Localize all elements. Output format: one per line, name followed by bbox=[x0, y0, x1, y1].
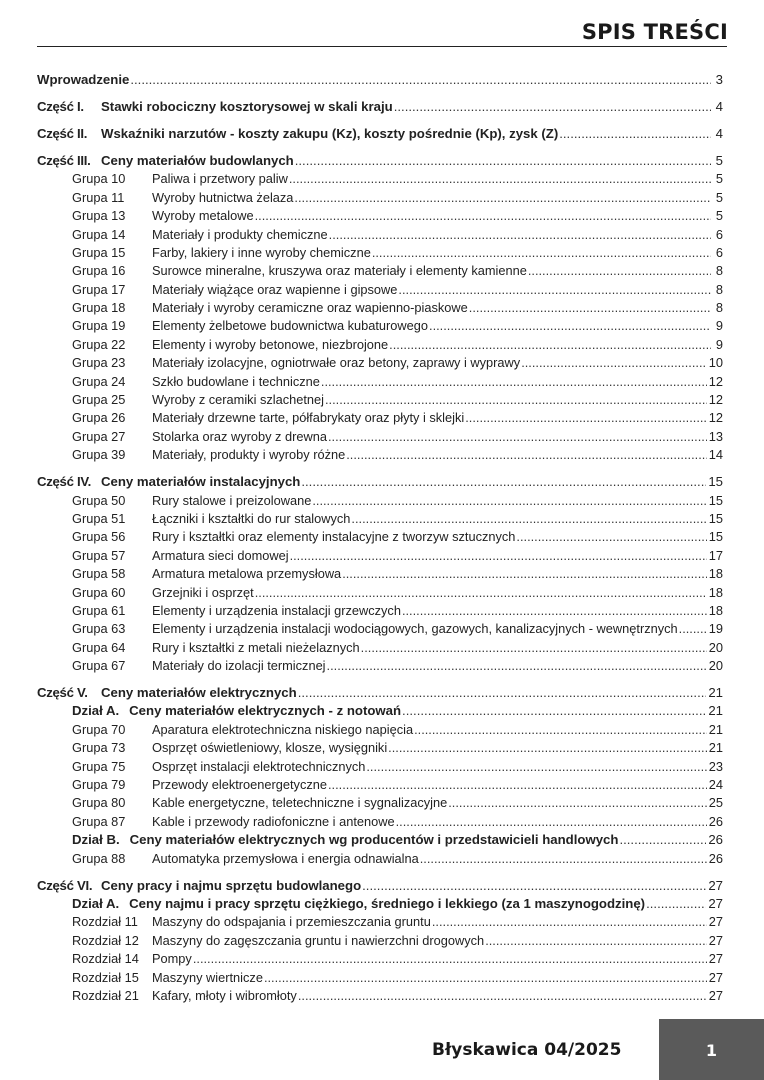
toc-entry-title: Ceny materiałów elektrycznych - z notowań bbox=[129, 703, 402, 719]
toc-entry-group[interactable] bbox=[37, 336, 723, 354]
toc-entry-page: 25 bbox=[708, 795, 723, 811]
dot-leader bbox=[328, 776, 707, 794]
toc-entry-title: Armatura sieci domowej bbox=[152, 547, 289, 563]
toc-entry-label: Grupa 51 bbox=[72, 510, 126, 526]
toc-entry-label: Grupa 63 bbox=[72, 621, 126, 637]
table-of-contents bbox=[37, 71, 723, 1005]
toc-entry-group[interactable] bbox=[37, 189, 723, 207]
dot-leader bbox=[329, 226, 711, 244]
toc-entry-group[interactable] bbox=[37, 510, 723, 528]
toc-entry-label: Grupa 15 bbox=[72, 244, 126, 260]
toc-entry-title: Stawki robociczny kosztorysowej w skali kraju bbox=[101, 98, 393, 114]
toc-entry-label: Dział A. bbox=[72, 703, 120, 719]
dot-leader bbox=[327, 657, 707, 675]
toc-entry-page: 27 bbox=[708, 951, 723, 967]
dot-leader bbox=[295, 152, 711, 170]
toc-entry-title: Wyroby metalowe bbox=[152, 208, 254, 224]
toc-entry-title: Wskaźniki narzutów - koszty zakupu (Kz), koszty pośrednie (Kp), zysk (Z) bbox=[101, 125, 559, 141]
toc-entry-page: 3 bbox=[715, 72, 723, 87]
toc-entry-label: Grupa 50 bbox=[72, 492, 126, 508]
toc-entry-title: Elementy i wyroby betonowe, niezbrojone bbox=[152, 336, 389, 352]
toc-entry-label: Grupa 73 bbox=[72, 740, 126, 756]
toc-entry-group[interactable] bbox=[37, 492, 723, 510]
toc-entry-label: Grupa 19 bbox=[72, 318, 126, 334]
toc-entry-title: Szkło budowlane i techniczne bbox=[152, 373, 320, 389]
toc-entry-label: Grupa 79 bbox=[72, 777, 126, 793]
toc-entry-title: Kafary, młoty i wibromłoty bbox=[152, 987, 297, 1003]
toc-entry-group[interactable] bbox=[37, 850, 723, 868]
dot-leader bbox=[298, 987, 707, 1005]
dot-leader bbox=[429, 317, 711, 335]
toc-entry-group[interactable] bbox=[37, 932, 723, 950]
toc-entry-label: Grupa 87 bbox=[72, 813, 126, 829]
dot-leader bbox=[389, 336, 711, 354]
toc-entry-page: 8 bbox=[715, 263, 723, 279]
dot-leader bbox=[255, 584, 707, 602]
toc-entry-group[interactable] bbox=[37, 281, 723, 299]
toc-entry-title: Rury stalowe i preizolowane bbox=[152, 492, 312, 508]
toc-entry-group[interactable] bbox=[37, 446, 723, 464]
toc-entry-label: Część V. bbox=[37, 685, 88, 701]
toc-entry-label: Grupa 10 bbox=[72, 171, 126, 187]
toc-entry-label: Grupa 56 bbox=[72, 529, 126, 545]
toc-entry-group[interactable] bbox=[37, 354, 723, 372]
toc-entry-page: 6 bbox=[715, 244, 723, 260]
toc-entry-page: 8 bbox=[715, 281, 723, 297]
toc-entry-group[interactable] bbox=[37, 207, 723, 225]
toc-entry-label: Grupa 18 bbox=[72, 300, 126, 316]
dot-leader bbox=[402, 602, 707, 620]
toc-entry-group[interactable] bbox=[37, 950, 723, 968]
toc-entry-label: Grupa 88 bbox=[72, 850, 126, 866]
toc-entry-page: 23 bbox=[708, 758, 723, 774]
toc-entry-label: Grupa 64 bbox=[72, 639, 126, 655]
toc-entry-page: 10 bbox=[708, 355, 723, 371]
toc-entry-label: Grupa 27 bbox=[72, 428, 126, 444]
dot-leader bbox=[289, 170, 711, 188]
toc-entry-page: 5 bbox=[715, 171, 723, 187]
toc-entry-title: Ceny materiałów instalacyjnych bbox=[101, 474, 301, 490]
toc-entry-group[interactable] bbox=[37, 317, 723, 335]
toc-entry-page: 26 bbox=[708, 850, 723, 866]
toc-entry-group[interactable] bbox=[37, 244, 723, 262]
toc-entry-title: Surowce mineralne, kruszywa oraz materiały i elementy kamienne bbox=[152, 263, 527, 279]
toc-entry-label: Grupa 14 bbox=[72, 226, 126, 242]
dot-leader bbox=[432, 913, 707, 931]
toc-entry-label: Część VI. bbox=[37, 877, 93, 893]
dot-leader bbox=[465, 409, 707, 427]
dot-leader bbox=[398, 281, 711, 299]
toc-entry-group[interactable] bbox=[37, 262, 723, 280]
toc-entry-label: Grupa 57 bbox=[72, 547, 126, 563]
toc-entry-page: 26 bbox=[708, 832, 723, 848]
toc-entry-page: 13 bbox=[708, 428, 723, 444]
dot-leader bbox=[396, 813, 707, 831]
toc-entry-dzial[interactable] bbox=[37, 831, 723, 849]
toc-entry-group[interactable] bbox=[37, 391, 723, 409]
toc-entry-page: 27 bbox=[708, 932, 723, 948]
toc-entry-label: Dział B. bbox=[72, 832, 120, 848]
toc-entry-title: Paliwa i przetwory paliw bbox=[152, 171, 288, 187]
toc-entry-page: 27 bbox=[708, 969, 723, 985]
toc-entry-label: Grupa 13 bbox=[72, 208, 126, 224]
toc-entry-label: Część I. bbox=[37, 98, 84, 114]
toc-entry-label: Część IV. bbox=[37, 474, 91, 490]
toc-entry-label: Grupa 75 bbox=[72, 758, 126, 774]
toc-entry-title: Wprowadzenie bbox=[37, 72, 130, 87]
toc-entry-label: Grupa 17 bbox=[72, 281, 126, 297]
toc-entry-part[interactable] bbox=[37, 473, 723, 491]
dot-leader bbox=[301, 473, 706, 491]
toc-entry-page: 17 bbox=[708, 547, 723, 563]
toc-entry-part[interactable] bbox=[37, 152, 723, 170]
toc-entry-group[interactable] bbox=[37, 639, 723, 657]
dot-leader bbox=[298, 684, 707, 702]
toc-entry-group[interactable] bbox=[37, 969, 723, 987]
dot-leader bbox=[328, 428, 707, 446]
toc-entry-page: 18 bbox=[708, 566, 723, 582]
dot-leader bbox=[193, 950, 707, 968]
toc-entry-part[interactable] bbox=[37, 877, 723, 895]
toc-entry-page: 27 bbox=[708, 877, 723, 893]
toc-entry-part[interactable] bbox=[37, 684, 723, 702]
toc-entry-title: Elementy i urządzenia instalacji wodociągowych, gazowych, kanalizacyjnych - wewnętrznych bbox=[152, 621, 678, 637]
toc-entry-group[interactable] bbox=[37, 913, 723, 931]
toc-entry-dzial[interactable] bbox=[37, 895, 723, 913]
toc-entry-title: Materiały wiążące oraz wapienne i gipsowe bbox=[152, 281, 398, 297]
toc-entry-title: Elementy i urządzenia instalacji grzewczych bbox=[152, 602, 401, 618]
dot-leader bbox=[312, 492, 706, 510]
toc-entry-page: 27 bbox=[708, 987, 723, 1003]
toc-entry-label: Rozdział 15 bbox=[72, 969, 139, 985]
toc-entry-page: 27 bbox=[708, 895, 723, 911]
dot-leader bbox=[420, 850, 707, 868]
toc-entry-group[interactable] bbox=[37, 758, 723, 776]
toc-entry-group[interactable] bbox=[37, 584, 723, 602]
dot-leader bbox=[255, 207, 711, 225]
dot-leader bbox=[516, 528, 706, 546]
dot-leader bbox=[646, 895, 706, 913]
toc-entry-title: Stolarka oraz wyroby z drewna bbox=[152, 428, 327, 444]
toc-entry-title: Materiały do izolacji termicznej bbox=[152, 658, 326, 674]
toc-entry-label: Grupa 67 bbox=[72, 658, 126, 674]
toc-entry-label: Rozdział 14 bbox=[72, 951, 139, 967]
toc-entry-label: Grupa 60 bbox=[72, 584, 126, 600]
toc-entry-page: 20 bbox=[708, 639, 723, 655]
toc-entry-title: Maszyny do zagęszczania gruntu i nawierzchni drogowych bbox=[152, 932, 485, 948]
toc-entry-page: 24 bbox=[708, 777, 723, 793]
toc-entry-title: Wyroby hutnictwa żelaza bbox=[152, 189, 294, 205]
dot-leader bbox=[559, 125, 711, 143]
page-number-tab bbox=[659, 1019, 764, 1080]
toc-entry-label: Część III. bbox=[37, 152, 91, 168]
toc-entry-page: 26 bbox=[708, 813, 723, 829]
toc-entry-page: 4 bbox=[715, 125, 723, 141]
toc-entry-title: Armatura metalowa przemysłowa bbox=[152, 566, 342, 582]
dot-leader bbox=[346, 446, 707, 464]
toc-entry-page: 5 bbox=[715, 208, 723, 224]
dot-leader bbox=[402, 702, 706, 720]
toc-entry-group[interactable] bbox=[37, 565, 723, 583]
toc-entry-group[interactable] bbox=[37, 602, 723, 620]
toc-entry-label: Grupa 80 bbox=[72, 795, 126, 811]
toc-entry-page: 15 bbox=[708, 492, 723, 508]
toc-entry-group[interactable] bbox=[37, 620, 723, 638]
toc-entry-title: Przewody elektroenergetyczne bbox=[152, 777, 327, 793]
toc-entry-group[interactable] bbox=[37, 739, 723, 757]
toc-entry-title: Rury i kształtki oraz elementy instalacyjne z tworzyw sztucznych bbox=[152, 529, 516, 545]
dot-leader bbox=[362, 877, 706, 895]
toc-entry-title: Elementy żelbetowe budownictwa kubaturowego bbox=[152, 318, 429, 334]
toc-entry-title: Maszyny wiertnicze bbox=[152, 969, 263, 985]
toc-entry-group[interactable] bbox=[37, 721, 723, 739]
toc-entry-intro[interactable] bbox=[37, 71, 723, 89]
dot-leader bbox=[469, 299, 711, 317]
dot-leader bbox=[372, 244, 711, 262]
toc-entry-group[interactable] bbox=[37, 409, 723, 427]
toc-entry-title: Rury i kształtki z metali nieżelaznych bbox=[152, 639, 360, 655]
toc-entry-title: Materiały i wyroby ceramiczne oraz wapienno-piaskowe bbox=[152, 300, 468, 316]
dot-leader bbox=[394, 98, 711, 116]
toc-entry-page: 18 bbox=[708, 602, 723, 618]
toc-entry-page: 27 bbox=[708, 914, 723, 930]
toc-entry-part[interactable] bbox=[37, 125, 723, 143]
toc-entry-title: Materiały izolacyjne, ogniotrwałe oraz betony, zaprawy i wyprawy bbox=[152, 355, 521, 371]
toc-entry-page: 19 bbox=[708, 621, 723, 637]
toc-entry-page: 9 bbox=[715, 336, 723, 352]
toc-entry-group[interactable] bbox=[37, 813, 723, 831]
toc-entry-title: Osprzęt instalacji elektrotechnicznych bbox=[152, 758, 366, 774]
toc-entry-label: Grupa 22 bbox=[72, 336, 126, 352]
dot-leader bbox=[528, 262, 711, 280]
dot-leader bbox=[290, 547, 707, 565]
toc-entry-group[interactable] bbox=[37, 428, 723, 446]
toc-entry-label: Rozdział 11 bbox=[72, 914, 138, 930]
toc-entry-group[interactable] bbox=[37, 226, 723, 244]
dot-leader bbox=[342, 565, 707, 583]
dot-leader bbox=[361, 639, 707, 657]
page-title: SPIS TREŚCI bbox=[581, 20, 728, 44]
page-number: 1 bbox=[705, 1041, 718, 1060]
toc-entry-title: Pompy bbox=[152, 951, 192, 967]
toc-entry-title: Ceny najmu i pracy sprzętu ciężkiego, średniego i lekkiego (za 1 maszynogodzinę) bbox=[129, 895, 646, 911]
toc-entry-title: Automatyka przemysłowa i energia odnawialna bbox=[152, 850, 419, 866]
toc-entry-title: Materiały, produkty i wyroby różne bbox=[152, 447, 346, 463]
dot-leader bbox=[485, 932, 707, 950]
toc-entry-label: Grupa 26 bbox=[72, 410, 126, 426]
toc-entry-label: Grupa 23 bbox=[72, 355, 126, 371]
dot-leader bbox=[294, 189, 711, 207]
toc-entry-page: 5 bbox=[715, 189, 723, 205]
toc-entry-page: 21 bbox=[708, 740, 723, 756]
toc-entry-page: 8 bbox=[715, 300, 723, 316]
toc-entry-group[interactable] bbox=[37, 657, 723, 675]
toc-entry-page: 12 bbox=[708, 410, 723, 426]
dot-leader bbox=[388, 739, 707, 757]
toc-entry-label: Grupa 24 bbox=[72, 373, 126, 389]
toc-entry-group[interactable] bbox=[37, 373, 723, 391]
toc-entry-title: Aparatura elektrotechniczna niskiego napięcia bbox=[152, 721, 414, 737]
dot-leader bbox=[414, 721, 707, 739]
toc-entry-title: Materiały drzewne tarte, półfabrykaty oraz płyty i sklejki bbox=[152, 410, 465, 426]
toc-entry-page: 20 bbox=[708, 658, 723, 674]
toc-entry-label: Grupa 58 bbox=[72, 566, 126, 582]
toc-entry-group[interactable] bbox=[37, 170, 723, 188]
dot-leader bbox=[325, 391, 707, 409]
dot-leader bbox=[321, 373, 707, 391]
toc-entry-dzial[interactable] bbox=[37, 702, 723, 720]
toc-entry-page: 4 bbox=[715, 98, 723, 114]
toc-entry-title: Kable i przewody radiofoniczne i antenowe bbox=[152, 813, 395, 829]
toc-entry-title: Ceny pracy i najmu sprzętu budowlanego bbox=[101, 877, 362, 893]
toc-entry-label: Część II. bbox=[37, 125, 88, 141]
toc-entry-title: Kable energetyczne, teletechniczne i sygnalizacyjne bbox=[152, 795, 448, 811]
toc-entry-page: 15 bbox=[708, 510, 723, 526]
toc-entry-page: 9 bbox=[715, 318, 723, 334]
toc-entry-group[interactable] bbox=[37, 547, 723, 565]
toc-entry-title: Ceny materiałów budowlanych bbox=[101, 152, 294, 168]
toc-entry-title: Wyroby z ceramiki szlachetnej bbox=[152, 392, 324, 408]
dot-leader bbox=[448, 794, 707, 812]
toc-entry-part[interactable] bbox=[37, 98, 723, 116]
dot-leader bbox=[264, 969, 707, 987]
toc-entry-page: 21 bbox=[708, 703, 723, 719]
dot-leader bbox=[521, 354, 707, 372]
toc-entry-page: 12 bbox=[708, 392, 723, 408]
toc-entry-page: 15 bbox=[708, 529, 723, 545]
toc-entry-title: Grzejniki i osprzęt bbox=[152, 584, 254, 600]
toc-entry-group[interactable] bbox=[37, 776, 723, 794]
dot-leader bbox=[619, 831, 706, 849]
dot-leader bbox=[351, 510, 706, 528]
toc-entry-title: Osprzęt oświetleniowy, klosze, wysięgniki bbox=[152, 740, 388, 756]
dot-leader bbox=[366, 758, 706, 776]
toc-entry-label: Grupa 25 bbox=[72, 392, 126, 408]
toc-entry-title: Maszyny do odspajania i przemieszczania gruntu bbox=[152, 914, 431, 930]
toc-entry-page: 6 bbox=[715, 226, 723, 242]
dot-leader bbox=[679, 620, 707, 638]
toc-entry-label: Grupa 11 bbox=[72, 189, 125, 205]
dot-leader bbox=[130, 71, 711, 89]
publication-footer: Błyskawica 04/2025 bbox=[432, 1040, 622, 1060]
toc-entry-page: 21 bbox=[708, 721, 723, 737]
toc-entry-group[interactable] bbox=[37, 528, 723, 546]
toc-entry-label: Grupa 70 bbox=[72, 721, 126, 737]
toc-entry-title: Ceny materiałów elektrycznych bbox=[101, 685, 297, 701]
toc-entry-label: Grupa 16 bbox=[72, 263, 126, 279]
toc-entry-page: 5 bbox=[715, 152, 723, 168]
toc-entry-page: 14 bbox=[708, 447, 723, 463]
toc-entry-label: Grupa 39 bbox=[72, 447, 126, 463]
toc-entry-group[interactable] bbox=[37, 794, 723, 812]
toc-entry-title: Materiały i produkty chemiczne bbox=[152, 226, 328, 242]
toc-entry-group[interactable] bbox=[37, 987, 723, 1005]
title-divider bbox=[37, 46, 727, 47]
toc-entry-title: Łączniki i kształtki do rur stalowych bbox=[152, 510, 351, 526]
toc-entry-label: Rozdział 21 bbox=[72, 987, 139, 1003]
toc-entry-page: 18 bbox=[708, 584, 723, 600]
toc-entry-page: 21 bbox=[708, 685, 723, 701]
toc-entry-group[interactable] bbox=[37, 299, 723, 317]
toc-entry-page: 12 bbox=[708, 373, 723, 389]
toc-entry-label: Rozdział 12 bbox=[72, 932, 139, 948]
toc-entry-label: Dział A. bbox=[72, 895, 120, 911]
toc-entry-label: Grupa 61 bbox=[72, 602, 126, 618]
toc-entry-title: Farby, lakiery i inne wyroby chemiczne bbox=[152, 244, 371, 260]
toc-entry-page: 15 bbox=[708, 474, 723, 490]
toc-entry-title: Ceny materiałów elektrycznych wg producentów i przedstawicieli handlowych bbox=[129, 832, 619, 848]
